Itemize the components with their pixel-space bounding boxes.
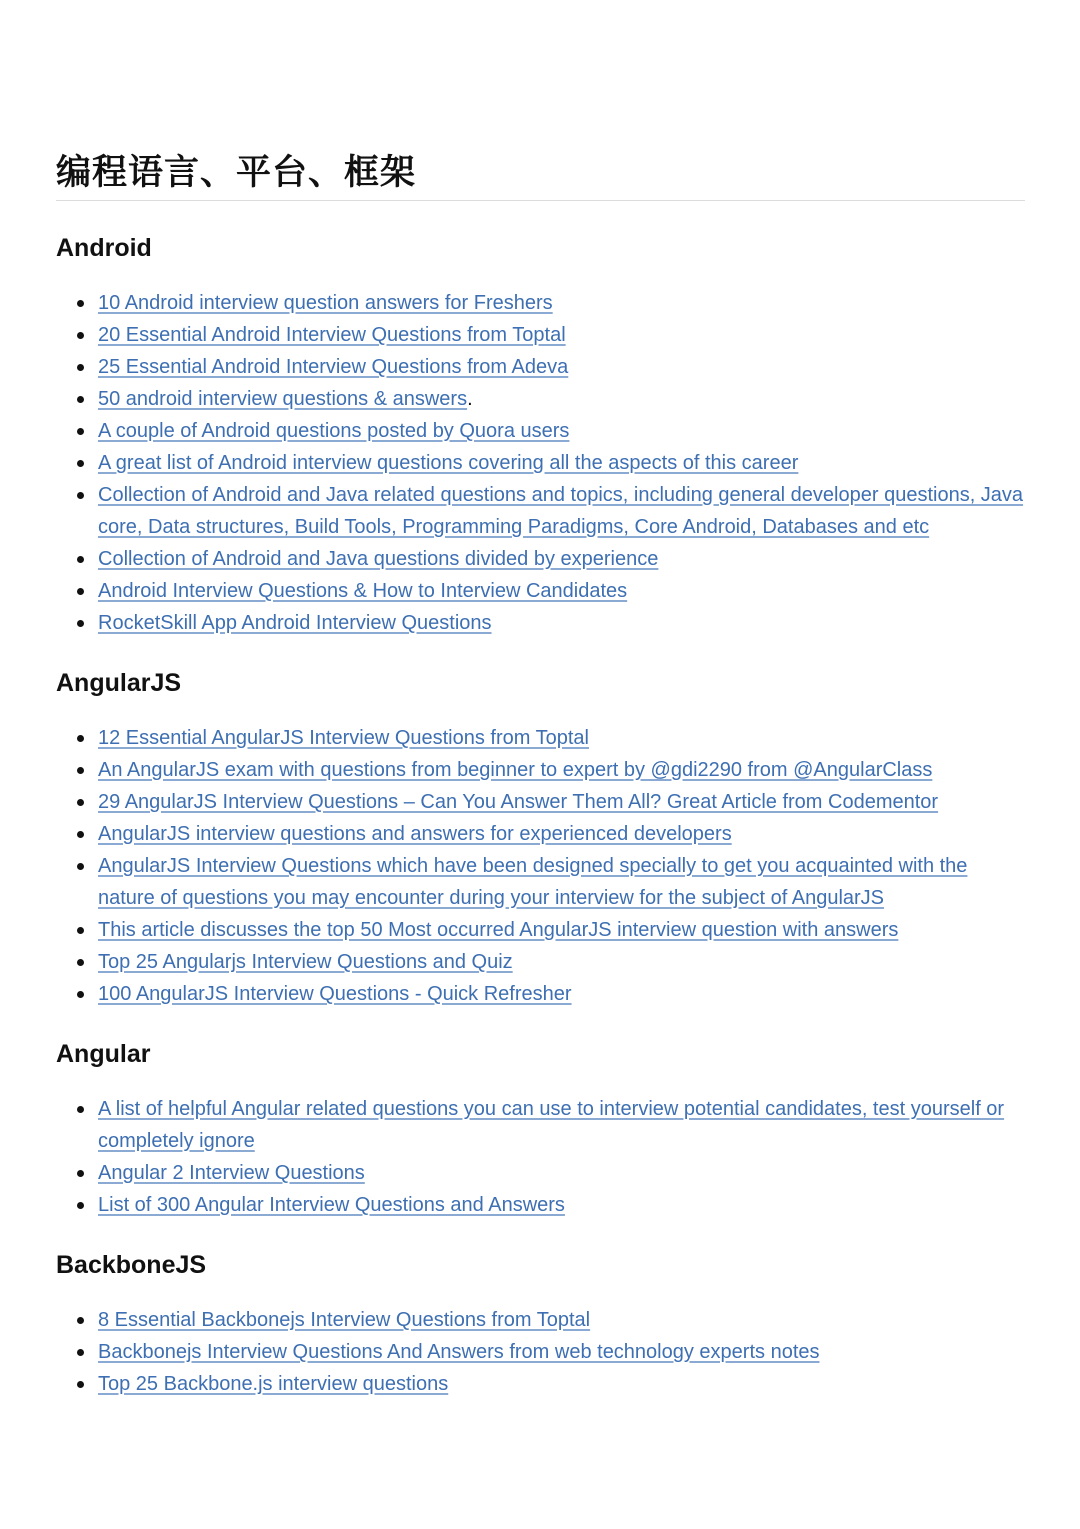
section-heading: AngularJS <box>56 669 182 697</box>
link-list <box>56 1304 1025 1400</box>
list-item-link[interactable]: An AngularJS exam with questions from beginner to expert by @gdi2290 from @AngularClass <box>98 759 933 781</box>
bullet-icon <box>77 364 84 371</box>
list-item-link[interactable]: Top 25 Backbone.js interview questions <box>98 1373 449 1395</box>
list-item <box>56 383 1025 415</box>
list-item <box>56 722 1025 754</box>
list-item <box>56 754 1025 786</box>
list-item-link[interactable]: Top 25 Angularjs Interview Questions and Quiz <box>98 951 513 973</box>
document-page <box>56 150 1025 1427</box>
list-item-link[interactable]: AngularJS interview questions and answers for experienced developers <box>98 823 732 845</box>
list-item-link[interactable]: Backbonejs Interview Questions And Answers from web technology experts notes <box>98 1341 820 1363</box>
list-item-link[interactable]: AngularJS Interview Questions which have been designed specially to get you acquainted with the nature of questions you may encounter during your interview for the subject of AngularJS <box>98 855 968 909</box>
list-item <box>56 319 1025 351</box>
list-item <box>56 786 1025 818</box>
bullet-icon <box>77 332 84 339</box>
list-item-link[interactable]: A great list of Android interview questions covering all the aspects of this career <box>98 452 799 474</box>
list-item-link[interactable]: 100 AngularJS Interview Questions - Quick Refresher <box>98 983 572 1005</box>
list-item <box>56 415 1025 447</box>
bullet-icon <box>77 767 84 774</box>
list-item <box>56 914 1025 946</box>
list-item <box>56 447 1025 479</box>
section-angular <box>56 1037 1025 1221</box>
list-item-suffix: . <box>467 388 473 410</box>
list-item-link[interactable]: Angular 2 Interview Questions <box>98 1162 365 1184</box>
list-item-link[interactable]: 8 Essential Backbonejs Interview Questions from Toptal <box>98 1309 591 1331</box>
link-list <box>56 287 1025 639</box>
list-item <box>56 607 1025 639</box>
bullet-icon <box>77 831 84 838</box>
bullet-icon <box>77 300 84 307</box>
list-item-link[interactable]: Collection of Android and Java related questions and topics, including general developer questions, Java core, Data structures, Build Tools, Programming Paradigms, Core Android, Databases and etc <box>98 484 1024 538</box>
list-item-link[interactable]: Android Interview Questions & How to Interview Candidates <box>98 580 628 602</box>
bullet-icon <box>77 556 84 563</box>
bullet-icon <box>77 735 84 742</box>
bullet-icon <box>77 428 84 435</box>
list-item <box>56 1093 1025 1157</box>
bullet-icon <box>77 588 84 595</box>
bullet-icon <box>77 620 84 627</box>
section-heading: Angular <box>56 1040 151 1068</box>
list-item-link[interactable]: A couple of Android questions posted by Quora users <box>98 420 570 442</box>
section-heading: BackboneJS <box>56 1251 207 1279</box>
bullet-icon <box>77 959 84 966</box>
bullet-icon <box>77 396 84 403</box>
list-item-link[interactable]: 50 android interview questions & answers <box>98 388 468 410</box>
list-item-link[interactable]: A list of helpful Angular related questions you can use to interview potential candidates, test yourself or completely ignore <box>98 1098 1005 1152</box>
bullet-icon <box>77 492 84 499</box>
title-divider <box>56 200 1025 201</box>
bullet-icon <box>77 927 84 934</box>
page-title: 编程语言、平台、框架 <box>56 153 417 193</box>
list-item-link[interactable]: RocketSkill App Android Interview Questions <box>98 612 492 634</box>
list-item <box>56 1368 1025 1400</box>
bullet-icon <box>77 991 84 998</box>
list-item-link[interactable]: This article discusses the top 50 Most occurred AngularJS interview question with answers <box>98 919 899 941</box>
section-android <box>56 231 1025 639</box>
list-item <box>56 543 1025 575</box>
list-item-link[interactable]: 20 Essential Android Interview Questions from Toptal <box>98 324 566 346</box>
list-item <box>56 850 1025 914</box>
bullet-icon <box>77 460 84 467</box>
list-item-link[interactable]: Collection of Android and Java questions divided by experience <box>98 548 659 570</box>
list-item <box>56 287 1025 319</box>
link-list <box>56 1093 1025 1221</box>
section-angularjs <box>56 666 1025 1010</box>
list-item <box>56 1189 1025 1221</box>
bullet-icon <box>77 1317 84 1324</box>
bullet-icon <box>77 1202 84 1209</box>
bullet-icon <box>77 799 84 806</box>
list-item <box>56 818 1025 850</box>
list-item <box>56 1304 1025 1336</box>
list-item-link[interactable]: List of 300 Angular Interview Questions and Answers <box>98 1194 565 1216</box>
list-item <box>56 479 1025 543</box>
list-item-link[interactable]: 10 Android interview question answers for Freshers <box>98 292 553 314</box>
link-list <box>56 722 1025 1010</box>
list-item <box>56 1157 1025 1189</box>
bullet-icon <box>77 863 84 870</box>
list-item-link[interactable]: 29 AngularJS Interview Questions – Can You Answer Them All? Great Article from Codementor <box>98 791 939 813</box>
section-backbonejs <box>56 1248 1025 1400</box>
list-item <box>56 575 1025 607</box>
section-heading: Android <box>56 234 152 262</box>
list-item-link[interactable]: 25 Essential Android Interview Questions from Adeva <box>98 356 569 378</box>
list-item <box>56 978 1025 1010</box>
bullet-icon <box>77 1381 84 1388</box>
bullet-icon <box>77 1170 84 1177</box>
list-item <box>56 1336 1025 1368</box>
bullet-icon <box>77 1349 84 1356</box>
list-item <box>56 946 1025 978</box>
list-item <box>56 351 1025 383</box>
bullet-icon <box>77 1106 84 1113</box>
list-item-link[interactable]: 12 Essential AngularJS Interview Questions from Toptal <box>98 727 589 749</box>
